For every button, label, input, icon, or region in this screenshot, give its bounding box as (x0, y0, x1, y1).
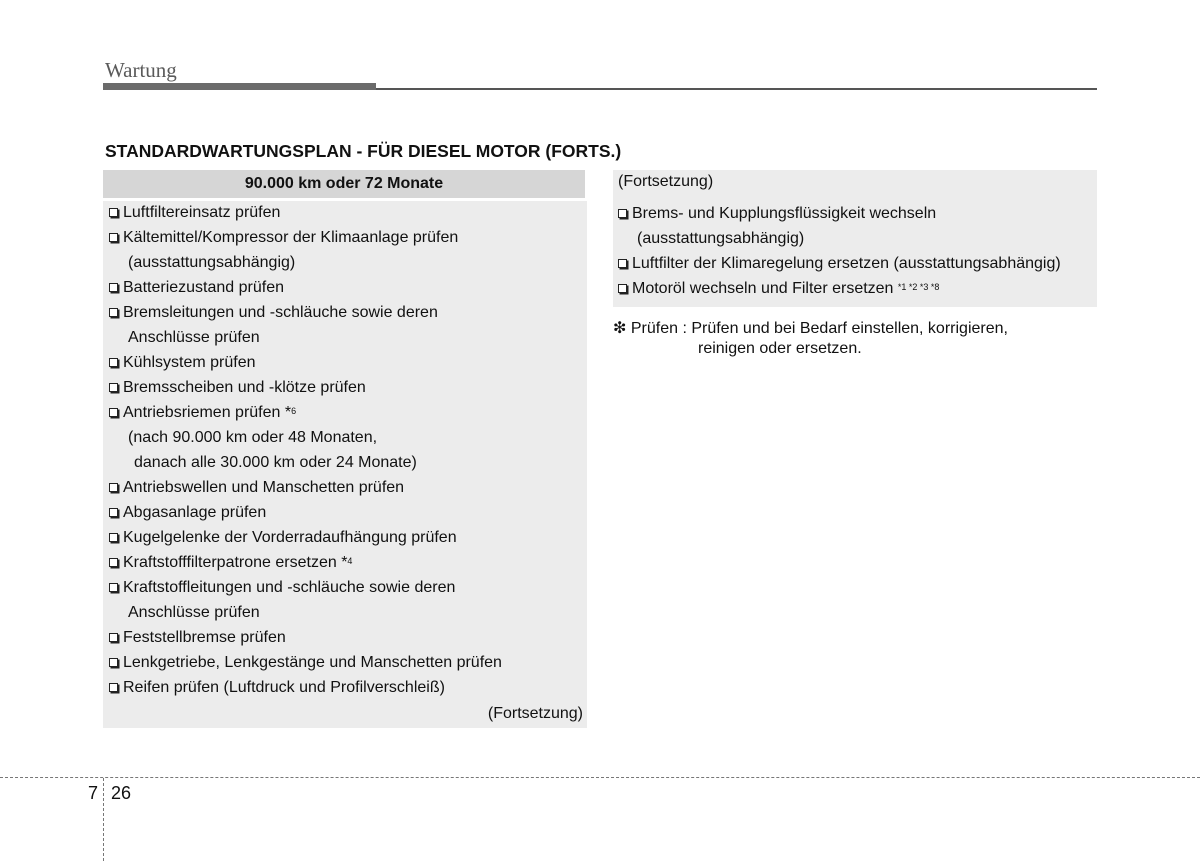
checkbox-icon (109, 483, 118, 492)
note-line: ❇ Prüfen : Prüfen und bei Bedarf einstellen, korrigieren, (613, 320, 1008, 337)
checkbox-icon (109, 658, 118, 667)
checklist-item: Feststellbremse prüfen (109, 625, 585, 650)
checkbox-icon (109, 283, 118, 292)
checklist-item: Lenkgetriebe, Lenkgestänge und Manschetten prüfen (109, 650, 585, 675)
checkbox-icon (109, 383, 118, 392)
checklist-item-continuation: Anschlüsse prüfen (128, 604, 260, 621)
continued-label: (Fortsetzung) (618, 173, 714, 190)
checklist-item-continuation: (ausstattungsabhängig) (637, 230, 805, 247)
note-line: reinigen oder ersetzen. (698, 340, 862, 357)
checklist-item-continuation: (ausstattungsabhängig) (128, 254, 296, 271)
interval-heading: 90.000 km oder 72 Monate (103, 170, 587, 201)
continued-label: (Fortsetzung) (487, 705, 583, 722)
checkbox-icon (618, 259, 627, 268)
footer-vertical-divider (103, 778, 104, 861)
checklist-item: Reifen prüfen (Luftdruck und Profilverschleiß) (109, 675, 585, 700)
checkbox-icon (109, 558, 118, 567)
checklist-left (109, 200, 585, 700)
checklist-item: Batteriezustand prüfen (109, 275, 585, 300)
checkbox-icon (109, 533, 118, 542)
checkbox-icon (109, 208, 118, 217)
checkbox-icon (109, 408, 118, 417)
footer-divider (0, 777, 1200, 778)
checklist-item: Luftfiltereinsatz prüfen (109, 200, 585, 225)
checkbox-icon (109, 233, 118, 242)
checklist-item-continuation: danach alle 30.000 km oder 24 Monate) (134, 454, 417, 471)
checklist-item: Motoröl wechseln und Filter ersetzen $^{*1 *2 *3 *8}$ (618, 276, 1094, 301)
header-rule-thick (103, 83, 376, 90)
checklist-item-continuation: Anschlüsse prüfen (128, 329, 260, 346)
footnote-ref: 6 (291, 406, 297, 416)
page-number: 26 (111, 783, 132, 803)
chapter-number: 7 (88, 783, 99, 803)
checklist-item: Bremsleitungen und -schläuche sowie deren (109, 300, 585, 325)
checkbox-icon (618, 209, 627, 218)
checklist-item: Abgasanlage prüfen (109, 500, 585, 525)
legend-note (613, 319, 1008, 359)
checkbox-icon (109, 683, 118, 692)
checkbox-icon (109, 358, 118, 367)
footnote-ref: *1 *2 *3 *8 (897, 282, 940, 292)
checklist-item: Kraftstofffilterpatrone ersetzen *$^4$ (109, 550, 585, 575)
checklist-right (618, 201, 1094, 301)
checklist-item: Kugelgelenke der Vorderradaufhängung prüfen (109, 525, 585, 550)
checkbox-icon (109, 308, 118, 317)
checkbox-icon (618, 284, 627, 293)
checkbox-icon (109, 633, 118, 642)
section-heading: STANDARDWARTUNGSPLAN - FÜR DIESEL MOTOR (FORTS.) (105, 141, 622, 161)
checklist-item-continuation: (nach 90.000 km oder 48 Monaten, (128, 429, 378, 446)
checkbox-icon (109, 583, 118, 592)
checklist-item: Antriebswellen und Manschetten prüfen (109, 475, 585, 500)
checkbox-icon (109, 508, 118, 517)
header-rule-thin (376, 88, 1097, 90)
checklist-item: Antriebsriemen prüfen *$^6$ (109, 400, 585, 425)
checklist-item: Brems- und Kupplungsflüssigkeit wechseln (618, 201, 1094, 226)
checklist-item: Kraftstoffleitungen und -schläuche sowie deren (109, 575, 585, 600)
footnote-ref: 4 (347, 556, 353, 566)
checklist-item: Kältemittel/Kompressor der Klimaanlage prüfen (109, 225, 585, 250)
checklist-item: Kühlsystem prüfen (109, 350, 585, 375)
maintenance-table-right (613, 170, 1097, 307)
note-label: ❇ Prüfen : (613, 320, 692, 337)
maintenance-table-left (103, 170, 587, 728)
checklist-item: Bremsscheiben und -klötze prüfen (109, 375, 585, 400)
page-header-title: Wartung (105, 58, 177, 82)
checklist-item: Luftfilter der Klimaregelung ersetzen (ausstattungsabhängig) (618, 251, 1094, 276)
